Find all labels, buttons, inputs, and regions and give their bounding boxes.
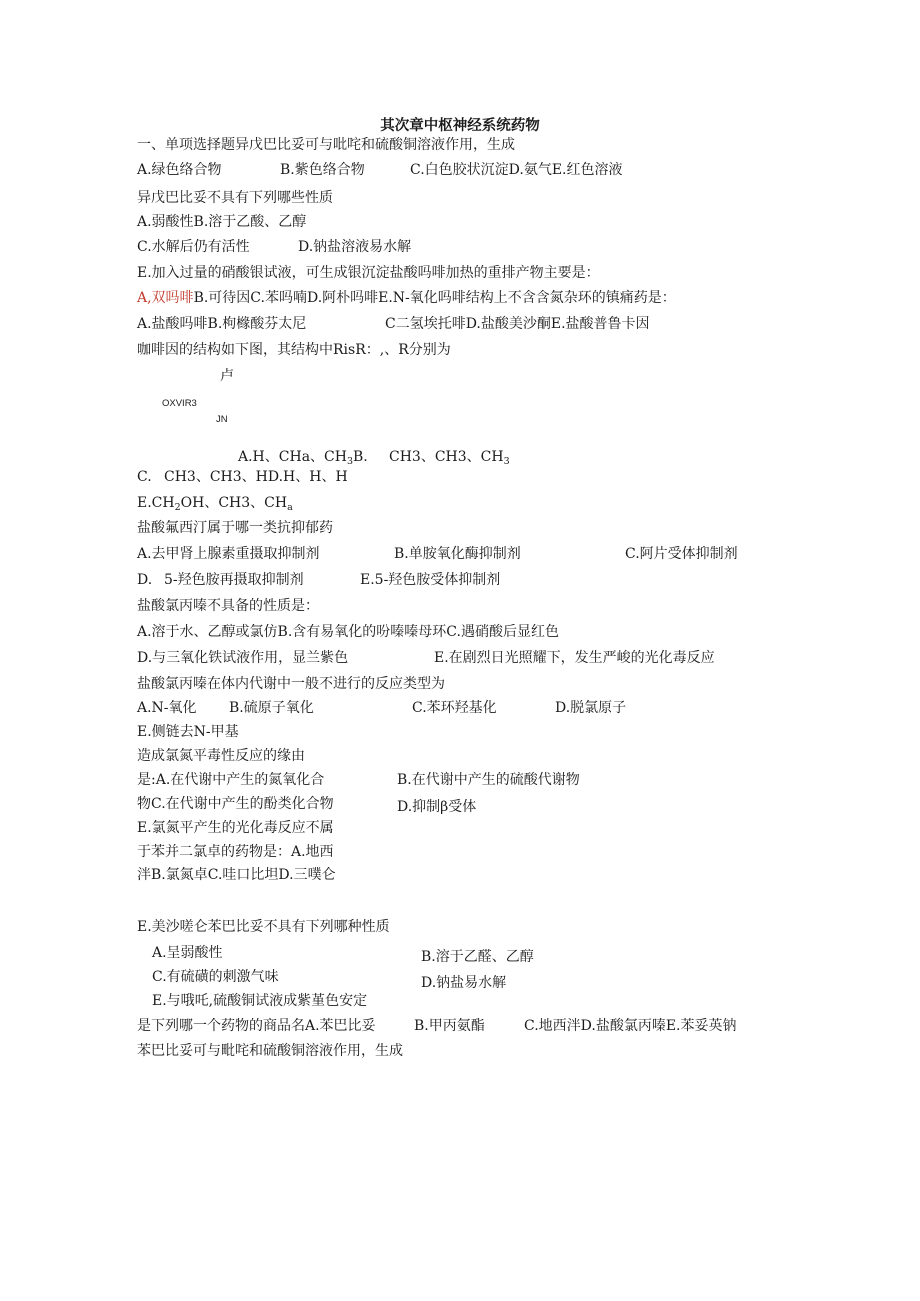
highlighted-answer: A,双吗啡	[137, 290, 194, 306]
q6-option-d: 5-羟色胺再摄取抑制剂	[164, 572, 304, 588]
q5-option-b-text	[389, 448, 510, 466]
question-1-stem: 一、单项选择题异戊巴比妥可与吡咤和硫酸铜溶液作用，生成	[137, 137, 515, 153]
q5-option-b-label: B.	[353, 449, 368, 465]
q2-option-c: C.水解后仍有活性	[137, 239, 250, 255]
q5-option-e-text: E.CH	[137, 495, 175, 511]
q1-option-b: B.紫色络合物	[280, 162, 365, 178]
question-7-stem: 盐酸氯丙嗪不具备的性质是：	[137, 598, 319, 614]
q3-options-q4-stem	[137, 289, 676, 307]
q10-stem-cont: 于苯并二氯卓的药物是：A.地西	[137, 844, 334, 860]
q2-option-d: D.钠盐溶液易水解	[298, 239, 412, 255]
q10-options: 泮B.氯氮卓C.哇口比坦D.三噗仑	[137, 867, 336, 883]
q11-option-c: C.有硫磺的刺激气味	[152, 969, 279, 985]
q12-option-c-e: C.地西泮D.盐酸氯丙嗪E.苯妥英钠	[524, 1018, 737, 1034]
q12-option-a: 是下列哪一个药物的商品名A.苯巴比妥	[137, 1018, 376, 1034]
q8-option-e: E.侧链去N-甲基	[137, 724, 239, 740]
q5-option-e	[137, 494, 293, 512]
q11-option-e-q12-stem: E.与哦吒,硫酸铜试液成紫堇色安定	[152, 993, 368, 1009]
q5-option-c-d: CH3、CH3、HD.H、H、H	[164, 469, 348, 485]
q8-option-c: C.苯环羟基化	[412, 700, 497, 716]
q5-option-b-value: CH3、CH3、CH	[389, 449, 504, 465]
q10-option-e-q11-stem: E.美沙嗟仑苯巴比妥不具有下列哪种性质	[137, 919, 390, 935]
q9-option-c: 物C.在代谢中产生的酚类化合物	[137, 796, 334, 812]
q2-option-a-b: A.弱酸性B.溶于乙酸、乙醇	[137, 214, 307, 230]
q1-option-c-e: C.白色胶状沉淀D.氨气E.红色溶液	[410, 162, 623, 178]
subscript: 2	[174, 502, 181, 513]
q9-option-a: 是:A.在代谢中产生的氮氧化合	[137, 772, 325, 788]
subscript: 3	[346, 456, 354, 467]
question-2-stem: 异戊巴比妥不具有下列哪些性质	[137, 190, 333, 206]
question-13-stem: 苯巴比妥可与毗咤和硫酸铜溶液作用，生成	[137, 1043, 403, 1059]
q5-option-a-text: A.H、CHa、CH	[238, 449, 347, 465]
q1-option-a: A.绿色络合物	[137, 162, 222, 178]
question-9-stem: 造成氯氮平毒性反应的缘由	[137, 748, 305, 764]
q6-option-a: A.去甲肾上腺素重摄取抑制剂	[137, 546, 320, 562]
question-8-stem: 盐酸氯丙嗪在体内代谢中一般不进行的反应类型为	[137, 676, 445, 692]
q7-option-e: E.在剧烈日光照耀下，发生严峻的光化毒反应	[434, 650, 715, 666]
q2-option-e-and-q3-stem: E.加入过量的硝酸银试液，可生成银沉淀盐酸吗啡加热的重排产物主要是：	[137, 265, 600, 281]
question-5-stem: 咖啡因的结构如下图，其结构中RisR：,、R分别为	[137, 342, 451, 358]
structure-label-middle: OXVIR3	[162, 398, 197, 409]
q8-option-d: D.脱氯原子	[555, 700, 627, 716]
q11-option-d: D.钠盐易水解	[421, 975, 507, 991]
page-title: 其次章中枢神经系统药物	[380, 117, 540, 134]
q11-option-b: B.溶于乙醛、乙醇	[421, 949, 534, 965]
q8-option-a: A.N-氧化	[137, 700, 197, 716]
q7-option-a-c: A.溶于水、乙醇或氯仿B.含有易氧化的吩嗪嗪母环C.遇硝酸后显红色	[137, 624, 559, 640]
q6-option-e: E.5-羟色胺受体抑制剂	[360, 572, 501, 588]
q6-option-d-label: D.	[137, 572, 153, 588]
q6-option-c: C.阿片受体抑制剂	[625, 546, 738, 562]
q6-option-b: B.单胺氧化酶抑制剂	[394, 546, 521, 562]
q12-option-b: B.甲丙氨酯	[414, 1018, 485, 1034]
structure-label-top: 卢	[220, 368, 234, 384]
q11-option-a: A.呈弱酸性	[152, 945, 223, 961]
q3-options-rest: B.可待因C.苯吗喃D.阿朴吗啡E.N-氧化吗啡结构上不含含氮杂环的镇痛药是：	[193, 290, 676, 306]
structure-label-bottom: JN	[216, 414, 228, 425]
q5-option-c-label: C.	[137, 469, 152, 485]
subscript: a	[287, 502, 293, 513]
q5-option-a-b	[238, 448, 368, 466]
q9-option-e-q10-stem: E.氯氮平产生的光化毒反应不属	[137, 820, 334, 836]
subscript: 3	[503, 456, 510, 467]
q7-option-d: D.与三氧化铁试液作用，显兰紫色	[137, 650, 349, 666]
q9-option-d: D.抑制β受体	[397, 799, 477, 815]
question-6-stem: 盐酸氟西汀属于哪一类抗抑郁药	[137, 520, 333, 536]
q9-option-b: B.在代谢中产生的硫酸代谢物	[397, 772, 580, 788]
q8-option-b: B.硫原子氧化	[229, 700, 314, 716]
q4-option-c-e: C二氢埃托啡D.盐酸美沙酮E.盐酸普鲁卡因	[385, 316, 650, 332]
q5-option-e-text: OH、CH3、CH	[180, 495, 288, 511]
q4-option-a-b: A.盐酸吗啡B.枸橼酸芬太尼	[137, 316, 307, 332]
